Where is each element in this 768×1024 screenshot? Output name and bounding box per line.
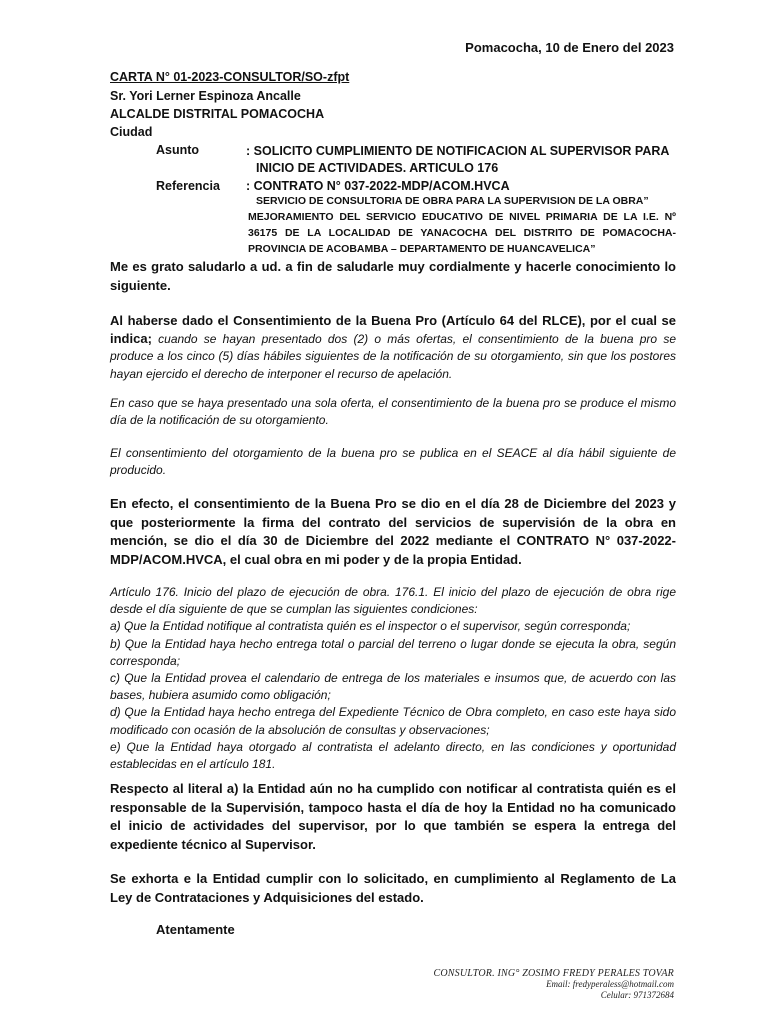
article-176-intro: Artículo 176. Inicio del plazo de ejecución de obra. 176.1. El inicio del plazo de ejecución de obra rige desde el día siguiente de que se cumplan las siguientes condiciones: [110, 585, 676, 617]
asunto-text [246, 143, 676, 177]
referencia-desc-rest: MEJORAMIENTO DEL SERVICIO EDUCATIVO DE NIVEL PRIMARIA DE LA I.E. Nº 36175 DE LA LOCALIDAD DE YANACOCHA DEL DISTRITO DE POMACOCHA-PROVINCIA DE ACOBAMBA – DEPARTAMENTO DE HUANCAVELICA” [248, 211, 676, 255]
asunto-label: Asunto [156, 143, 200, 157]
recipient-city: Ciudad [110, 125, 153, 139]
asunto-line-1: : SOLICITO CUMPLIMIENTO DE NOTIFICACION AL SUPERVISOR PARA [246, 144, 670, 158]
recipient-name: Sr. Yori Lerner Espinoza Ancalle [110, 89, 301, 103]
paragraph-contract-date: En efecto, el consentimiento de la Buena Pro se dio en el día 28 de Diciembre del 2023 y que posteriormente la firma del contrato del servicios de supervisión de la obra en mención, se dio el día 30 de Diciembre del 2022 mediante el CONTRATO N° 037-2022-MDP/ACOM.HVCA, el cual obra en mi poder y de la propia Entidad. [110, 496, 676, 567]
article-176-item-a: a) Que la Entidad notifique al contratista quién es el inspector o el supervisor, según corresponda; [110, 619, 631, 634]
intro-paragraph: Me es grato saludarlo a ud. a fin de saludarle muy cordialmente y hacerle conocimiento lo siguiente. [110, 259, 676, 293]
asunto-line-2: INICIO DE ACTIVIDADES. ARTICULO 176 [256, 161, 499, 175]
article-176-item-d: d) Que la Entidad haya hecho entrega del Expediente Técnico de Obra completo, en caso este haya sido modificado con ocasión de la absolución de consultas y observaciones; [110, 705, 676, 737]
article-176-item-c: c) Que la Entidad provea el calendario de entrega de los materiales e insumos que, de acuerdo con las bases, hubiera asumido como obligación; [110, 671, 676, 703]
paragraph-article-176 [110, 584, 676, 773]
recipient-role: ALCALDE DISTRITAL POMACOCHA [110, 107, 325, 121]
paragraph-seace: El consentimiento del otorgamiento de la buena pro se publica en el SEACE al día hábil siguiente de producido. [110, 446, 676, 478]
paragraph-exhorta: Se exhorta e la Entidad cumplir con lo solicitado, en cumplimiento al Reglamento de La Ley de Contrataciones y Adquisiciones del estado. [110, 871, 676, 905]
signature-block [433, 968, 674, 1001]
paragraph-buena-pro-bold: Al haberse dado el Consentimiento de la Buena Pro (Artículo 64 del RLCE), por el cual se indica; [110, 313, 676, 347]
article-176-item-e: e) Que la Entidad haya otorgado al contratista el adelanto directo, en las condiciones y oportunidad establecidas en el artículo 181. [110, 739, 676, 772]
article-176-item-b: b) Que la Entidad haya hecho entrega total o parcial del terreno o lugar donde se ejecuta la obra, según corresponda; [110, 636, 676, 668]
closing-salutation: Atentamente [156, 922, 235, 937]
referencia-description [248, 193, 676, 257]
paragraph-single-offer: En caso que se haya presentado una sola oferta, el consentimiento de la buena pro se produce el mismo día de la notificación de su otorgamiento. [110, 396, 676, 428]
referencia-text: : CONTRATO N° 037-2022-MDP/ACOM.HVCA [246, 179, 510, 193]
letter-reference-number: CARTA N° 01-2023-CONSULTOR/SO-zfpt [110, 70, 350, 84]
referencia-label: Referencia [156, 179, 220, 193]
paragraph-literal-a: Respecto al literal a) la Entidad aún no ha cumplido con notificar al contratista quién es el responsable de la Supervisión, tampoco hasta el día de hoy la Entidad no ha comunicado el inicio de actividades del supervisor, por lo que también se espera la entrega del expediente técnico al Supervisor. [110, 781, 676, 852]
paragraph-buena-pro [110, 312, 676, 383]
letter-date: Pomacocha, 10 de Enero del 2023 [465, 40, 674, 55]
signature-email: Email: fredyperaless@hotmail.com [546, 979, 674, 989]
referencia-desc-first: SERVICIO DE CONSULTORIA DE OBRA PARA LA SUPERVISION DE LA OBRA” [256, 195, 649, 207]
signature-name: CONSULTOR. ING° ZOSIMO FREDY PERALES TOVAR [433, 968, 674, 979]
paragraph-buena-pro-italic: cuando se hayan presentado dos (2) o más ofertas, el consentimiento de la buena pro se produce a los cinco (5) días hábiles siguientes de la notificación de su otorgamiento, sin que los postores hayan ejercido el derecho de interponer el recurso de apelación. [110, 332, 676, 381]
signature-phone: Celular: 971372684 [600, 990, 674, 1000]
